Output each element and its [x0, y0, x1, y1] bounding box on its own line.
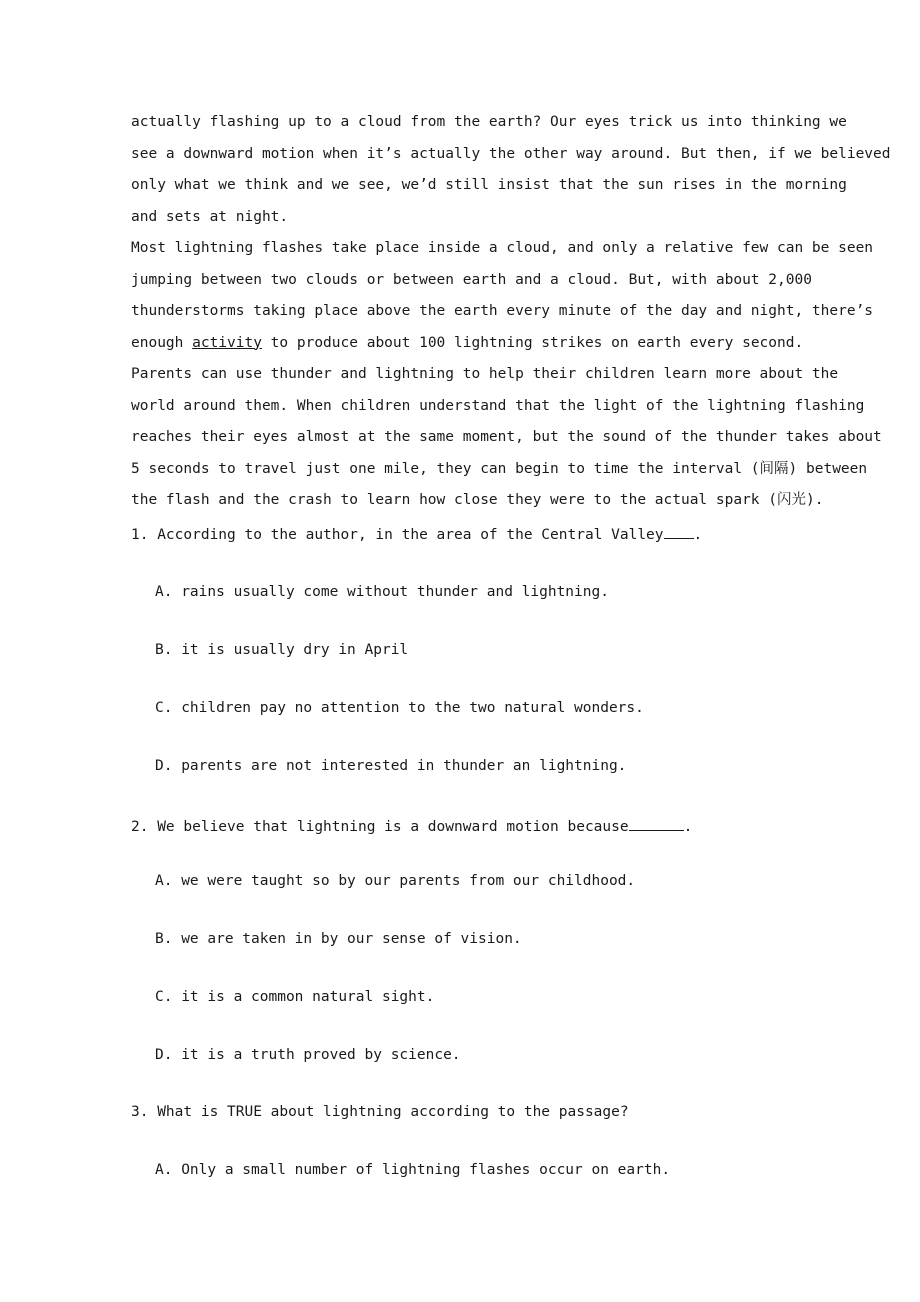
passage-line: reaches their eyes almost at the same moment, but the sound of the thunder takes about [131, 429, 882, 445]
answer-blank[interactable] [664, 524, 694, 539]
passage-line: Most lightning flashes take place inside a cloud, and only a relative few can be seen [131, 240, 874, 256]
question-text: 3. What is TRUE about lightning according to the passage? [131, 1104, 629, 1120]
passage-paragraph-2 [131, 233, 874, 359]
question-2-option-a[interactable]: A. we were taught so by our parents from our childhood. [155, 873, 636, 889]
question-2-option-b[interactable]: B. we are taken in by our sense of vision. [155, 931, 522, 947]
passage-line [131, 328, 804, 360]
passage-line: see a downward motion when it’s actually the other way around. But then, if we believed [131, 145, 891, 162]
passage-paragraph-3 [131, 359, 882, 517]
passage-text: enough [131, 334, 193, 351]
question-1-option-a[interactable]: A. rains usually come without thunder and lightning. [155, 584, 609, 600]
passage-line: 5 seconds to travel just one mile, they can begin to time the interval (间隔) between [131, 460, 868, 477]
question-2-stem [131, 816, 692, 835]
passage-line: jumping between two clouds or between earth and a cloud. But, with about 2,000 [131, 271, 812, 288]
passage-text: to produce about 100 lightning strikes on earth every second. [261, 334, 804, 351]
answer-blank[interactable] [629, 816, 684, 831]
question-1-option-d[interactable]: D. parents are not interested in thunder an lightning. [155, 758, 627, 774]
question-1-stem [131, 524, 702, 543]
passage-line: world around them. When children understand that the light of the lightning flashing [131, 397, 865, 414]
question-1-option-c[interactable]: C. children pay no attention to the two natural wonders. [155, 700, 644, 716]
question-text: 2. We believe that lightning is a downward motion because [131, 819, 629, 835]
passage-line: actually flashing up to a cloud from the earth? Our eyes trick us into thinking we [131, 114, 847, 130]
question-text: . [683, 819, 693, 835]
passage-line: only what we think and we see, we’d still insist that the sun rises in the morning [131, 177, 847, 193]
passage-line: Parents can use thunder and lightning to help their children learn more about the [131, 366, 839, 382]
passage-line: the flash and the crash to learn how close they were to the actual spark (闪光). [131, 492, 824, 508]
question-2-option-d[interactable]: D. it is a truth proved by science. [155, 1047, 461, 1063]
question-2-option-c[interactable]: C. it is a common natural sight. [155, 989, 435, 1005]
passage-line: and sets at night. [131, 208, 289, 225]
question-3-option-a[interactable]: A. Only a small number of lightning flashes occur on earth. [155, 1162, 671, 1178]
underlined-word: activity [192, 334, 262, 351]
question-text: 1. According to the author, in the area of the Central Valley [131, 527, 664, 543]
question-1-option-b[interactable]: B. it is usually dry in April [155, 642, 409, 658]
question-text: . [693, 527, 703, 543]
passage-paragraph-1 [131, 107, 891, 233]
passage-line: thunderstorms taking place above the earth every minute of the day and night, there’s [131, 303, 874, 319]
question-3-stem [131, 1104, 629, 1120]
